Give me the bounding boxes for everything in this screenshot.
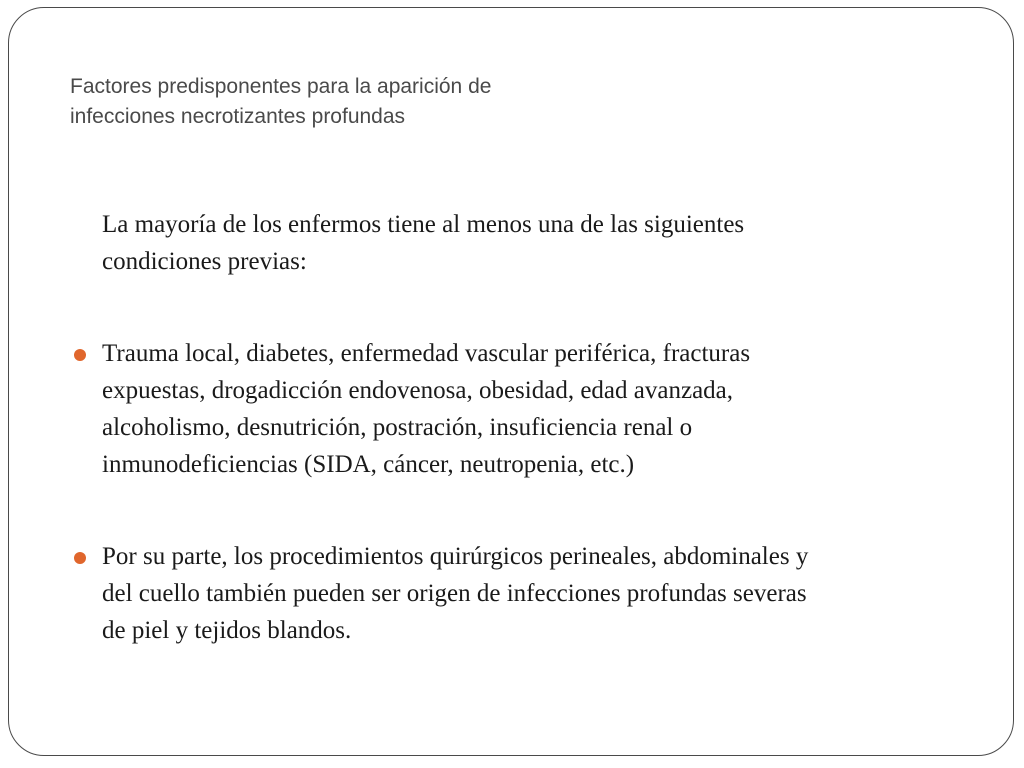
bullet-line: del cuello también pueden ser origen de infecciones profundas severas xyxy=(102,580,807,607)
bullet-line: inmunodeficiencias (SIDA, cáncer, neutropenia, etc.) xyxy=(102,451,635,478)
slide-title xyxy=(70,72,830,132)
bullet-line: expuestas, drogadicción endovenosa, obesidad, edad avanzada, xyxy=(102,377,734,404)
bullet-item xyxy=(69,538,989,649)
bullet-item xyxy=(69,335,989,483)
bullet-line: de piel y tejidos blandos. xyxy=(102,617,352,644)
bullet-dot-icon xyxy=(74,552,86,564)
slide-body xyxy=(69,206,989,649)
bullet-line: alcoholismo, desnutrición, postración, insuficiencia renal o xyxy=(102,414,693,441)
bullet-line: Por su parte, los procedimientos quirúrgicos perineales, abdominales y xyxy=(102,543,809,570)
slide-frame xyxy=(8,7,1014,756)
intro-line: condiciones previas: xyxy=(102,248,307,275)
bullet-dot-icon xyxy=(74,349,86,361)
bullet-list xyxy=(69,335,989,649)
title-line: Factores predisponentes para la aparición de xyxy=(70,75,492,98)
intro-line: La mayoría de los enfermos tiene al menos una de las siguientes xyxy=(102,211,745,238)
intro-paragraph xyxy=(69,206,989,280)
title-line: infecciones necrotizantes profundas xyxy=(70,105,406,128)
bullet-line: Trauma local, diabetes, enfermedad vascular periférica, fracturas xyxy=(102,340,751,367)
